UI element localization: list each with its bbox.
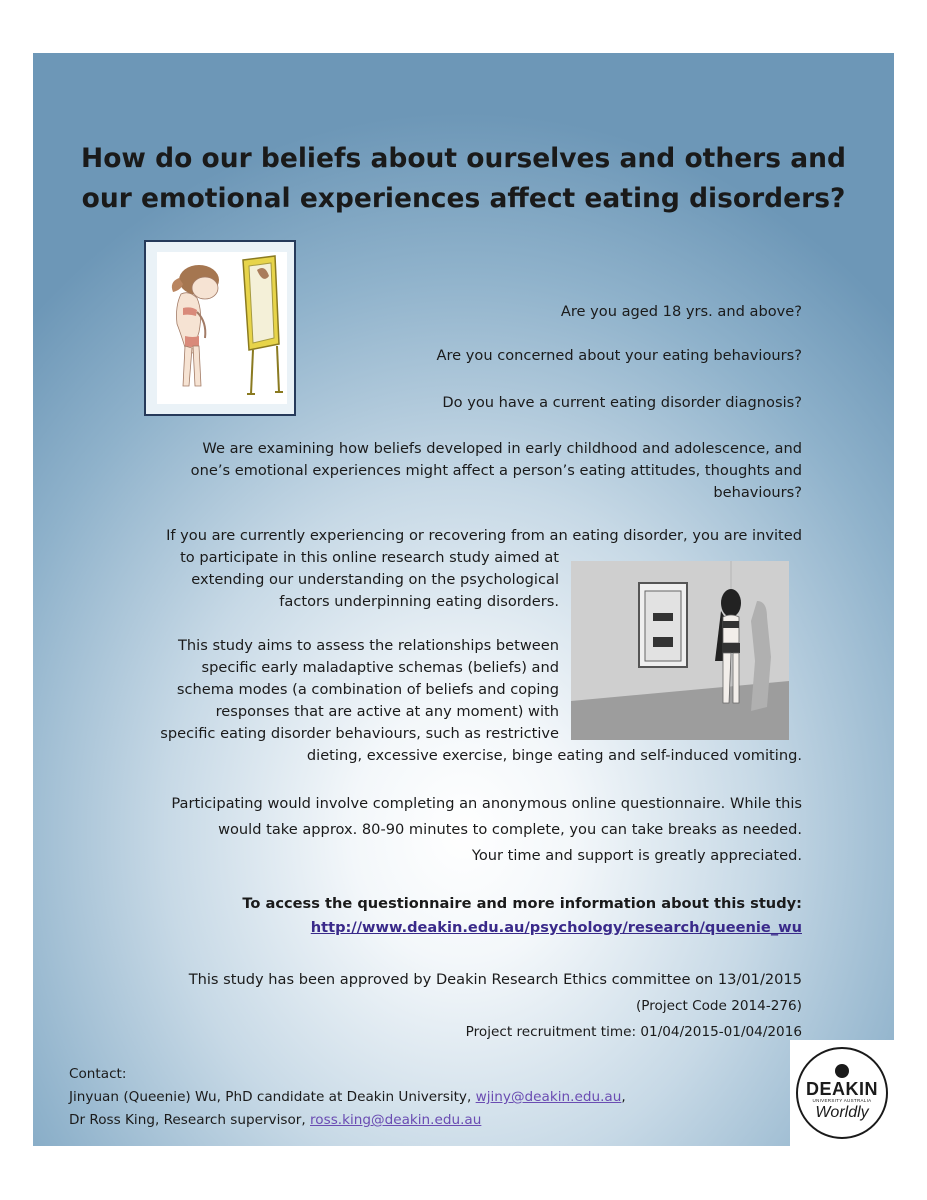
examining-line-1: We are examining how beliefs developed in early childhood and adolescence, and — [202, 440, 802, 457]
access-link-wrap — [311, 917, 802, 939]
illustration-girl-mirror — [157, 252, 287, 404]
participation-line-2: would take approx. 80-90 minutes to complete, you can take breaks as needed. — [218, 821, 802, 838]
ethics-paragraph — [189, 967, 802, 1045]
deakin-logo — [790, 1040, 894, 1146]
email-link-ross-king[interactable]: ross.king@deakin.edu.au — [310, 1112, 482, 1128]
participation-line-1: Participating would involve completing an anonymous online questionnaire. While this — [171, 795, 802, 812]
invite-line-3: extending our understanding on the psychological — [191, 571, 559, 588]
aims-paragraph — [160, 635, 559, 745]
examining-line-2: one’s emotional experiences might affect a person’s eating attitudes, thoughts and — [190, 462, 802, 479]
invite-line-1: If you are currently experiencing or recovering from an eating disorder, you are invited — [166, 527, 802, 544]
email-link-wjiny[interactable]: wjiny@deakin.edu.au — [475, 1089, 622, 1105]
examining-line-3: behaviours? — [713, 484, 802, 501]
aims-line-3: schema modes (a combination of beliefs and coping — [176, 681, 559, 698]
contact-label: Contact: — [69, 1066, 127, 1082]
contact-block — [69, 1063, 626, 1132]
title-line-1: How do our beliefs about ourselves and others and — [81, 143, 846, 174]
contact-person-2-text: Dr Ross King, Research supervisor, — [69, 1112, 310, 1128]
questionnaire-link[interactable]: http://www.deakin.edu.au/psychology/research/queenie_wu — [310, 919, 802, 936]
illustration-girl-reflection — [571, 561, 789, 740]
page-title — [33, 139, 894, 219]
contact-person-1-text: Jinyuan (Queenie) Wu, PhD candidate at Deakin University, — [69, 1089, 476, 1105]
examining-paragraph — [191, 438, 802, 504]
aims-line-6: dieting, excessive exercise, binge eating and self-induced vomiting. — [306, 747, 802, 764]
ethics-line-1: This study has been approved by Deakin Research Ethics committee on 13/01/2015 — [188, 971, 802, 988]
invite-line-4: factors underpinning eating disorders. — [279, 593, 559, 610]
invite-line-2: to participate in this online research study aimed at — [180, 549, 559, 566]
ethics-line-2: (Project Code 2014-276) — [635, 998, 802, 1014]
aims-line-4: responses that are active at any moment) with — [215, 703, 559, 720]
title-line-2: our emotional experiences affect eating disorders? — [81, 183, 846, 214]
logo-sub-text: UNIVERSITY AUSTRALIA — [812, 1098, 872, 1103]
participation-line-3: Your time and support is greatly appreciated. — [471, 847, 802, 864]
logo-word-text: Worldly — [815, 1104, 869, 1121]
aims-line-2: specific early maladaptive schemas (beliefs) and — [201, 659, 559, 676]
aims-line-5: specific eating disorder behaviours, such as restrictive — [160, 725, 559, 742]
crest-icon — [835, 1064, 849, 1078]
ethics-line-3: Project recruitment time: 01/04/2015-01/04/2016 — [465, 1024, 802, 1040]
question-age: Are you aged 18 yrs. and above? — [560, 303, 802, 320]
deakin-logo-circle — [796, 1047, 888, 1139]
poster — [33, 53, 894, 1146]
contact-person-1 — [69, 1086, 626, 1109]
aims-line-1: This study aims to assess the relationships between — [177, 637, 559, 654]
invite-paragraph — [180, 547, 559, 613]
contact-person-1-suffix: , — [621, 1089, 626, 1105]
access-heading: To access the questionnaire and more information about this study: — [242, 895, 802, 912]
logo-main-text: DEAKIN — [805, 1079, 878, 1099]
illustration-girl-mirror-frame — [144, 240, 296, 416]
contact-person-2 — [69, 1109, 626, 1132]
participation-paragraph — [171, 791, 802, 869]
question-concerned: Are you concerned about your eating behaviours? — [436, 347, 802, 364]
question-diagnosis: Do you have a current eating disorder diagnosis? — [442, 394, 802, 411]
